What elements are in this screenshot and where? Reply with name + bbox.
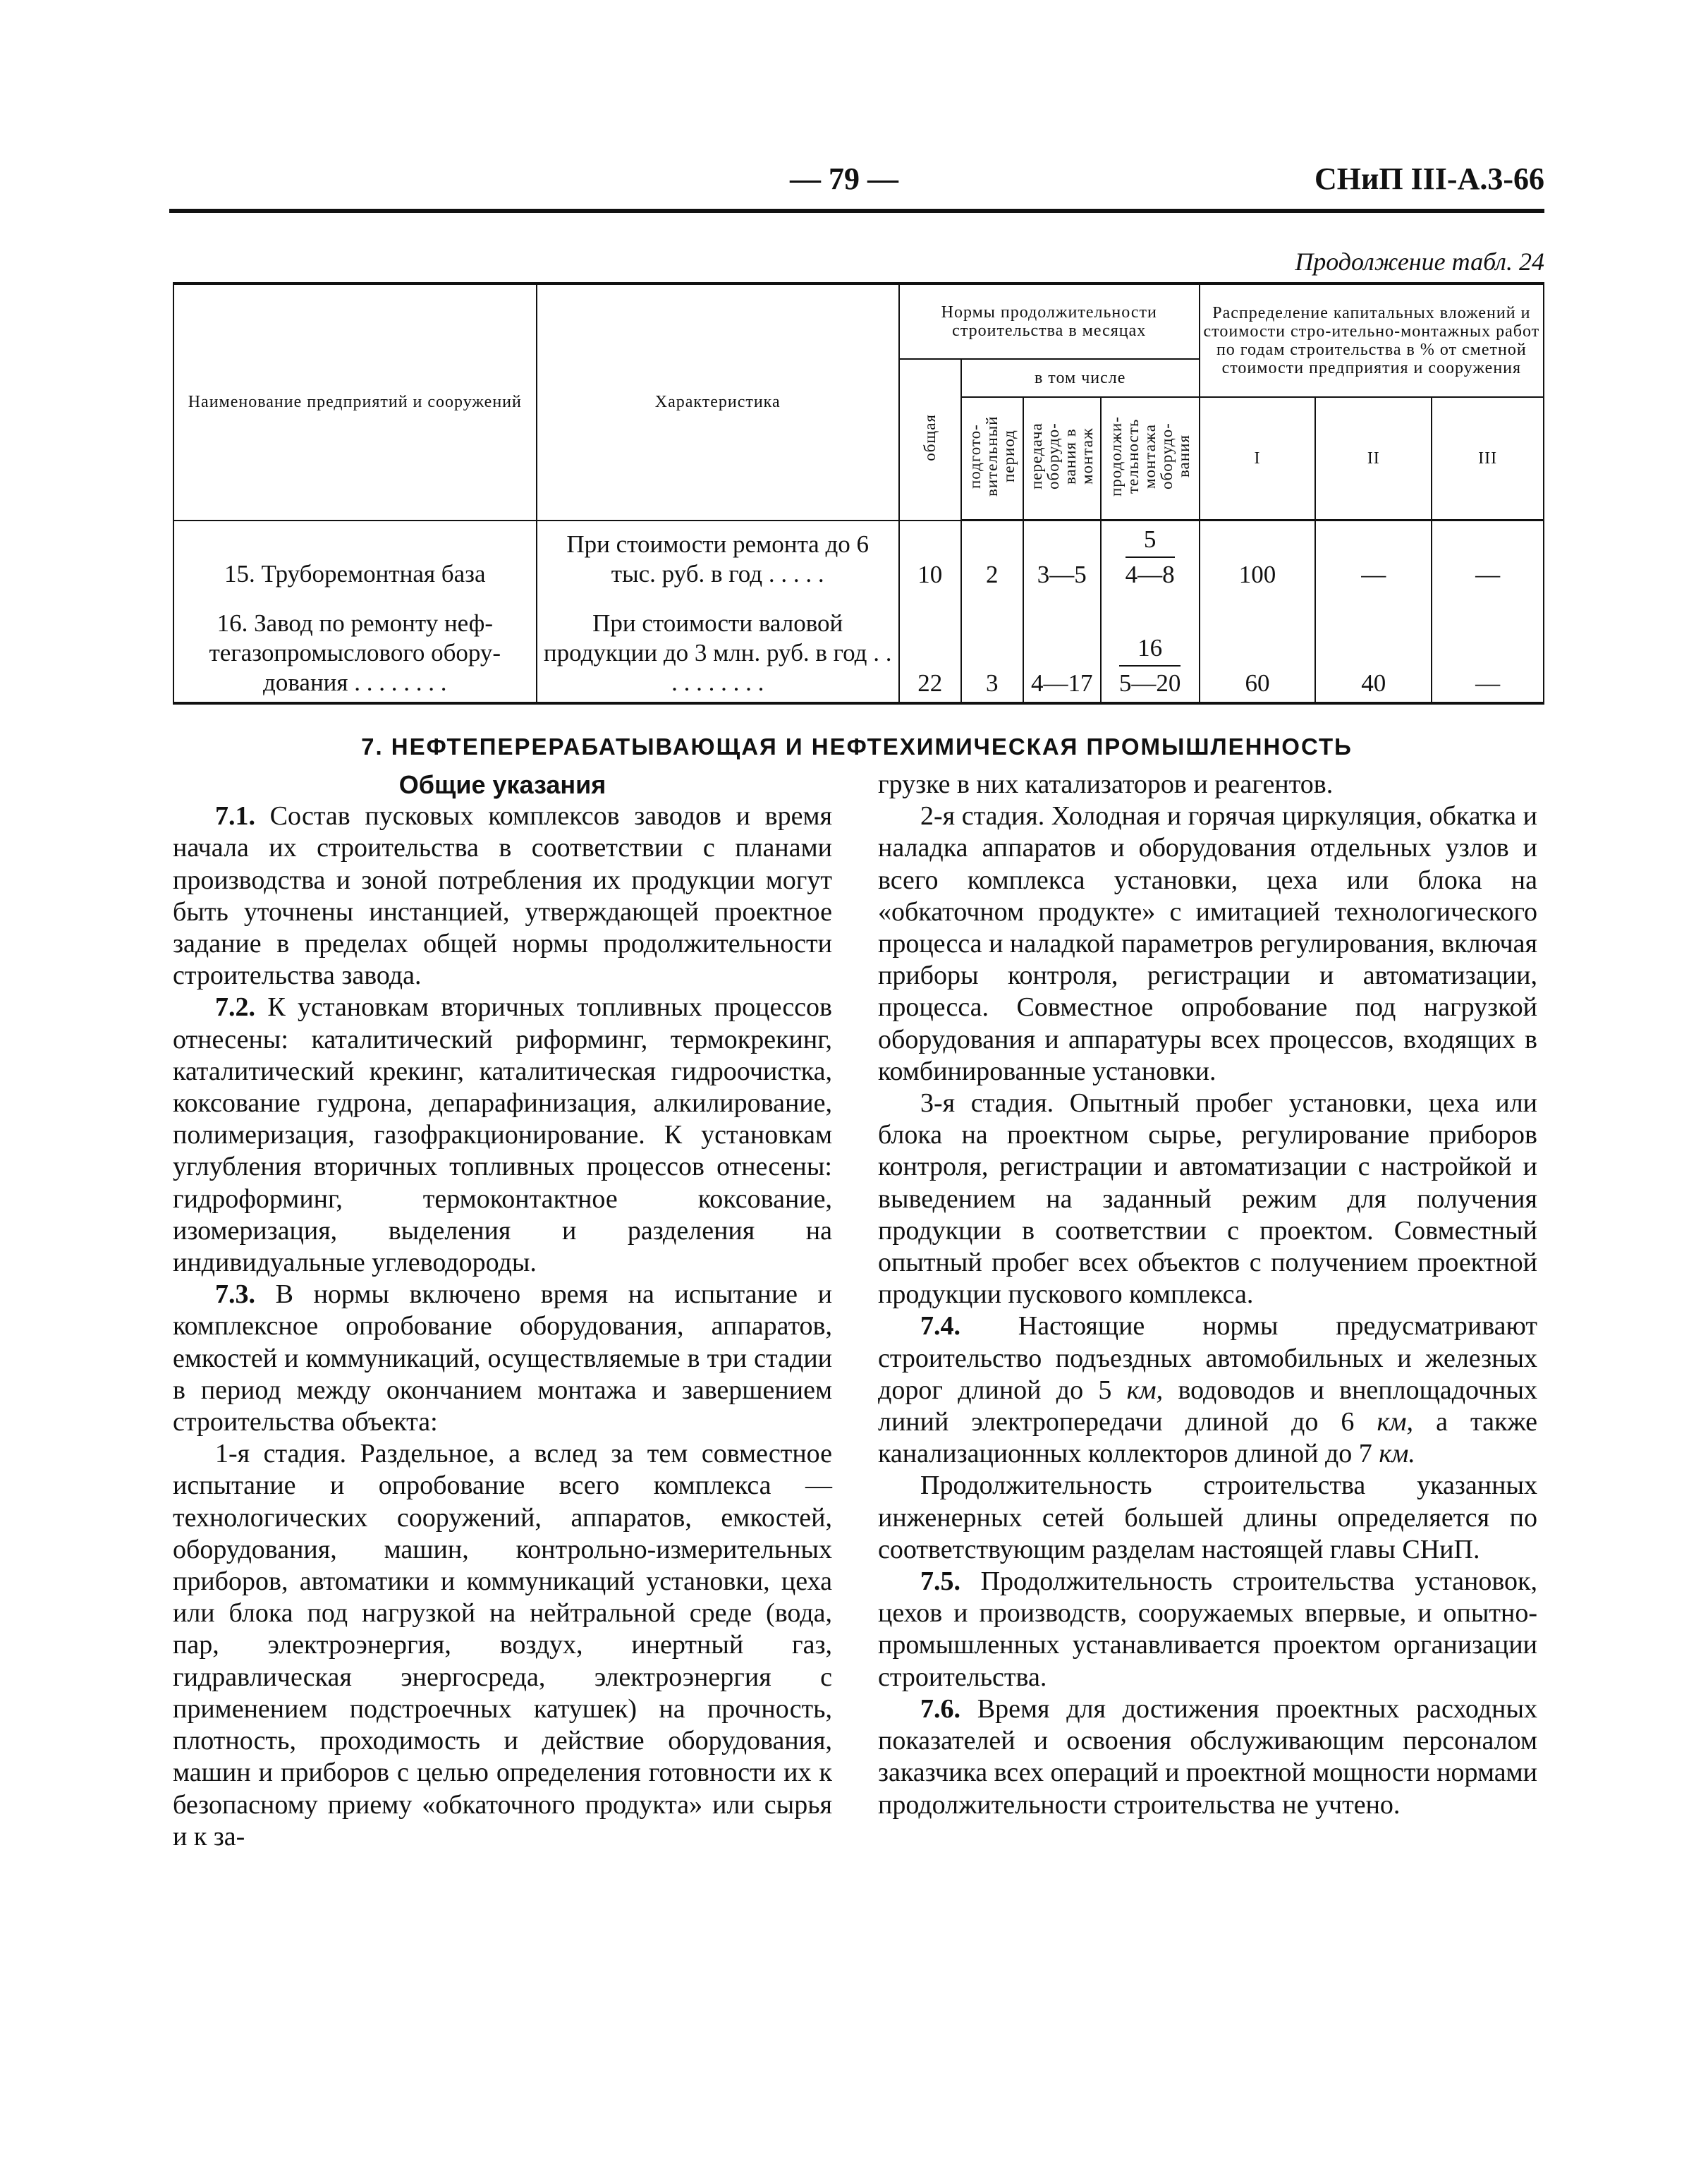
paragraph-stage-3: 3-я стадия. Опытный пробег установки, цеха или блока на проектном сырье, регулирование приборов контроля, регистрации и автоматизации с настройкой и выведением на заданный режим для получения продукции в соответствии с проектом. Совместный опытный пробег всех объектов с получением проектной продукции пускового комплекса. bbox=[878, 1088, 1537, 1310]
subheading: Общие указания bbox=[398, 770, 606, 799]
row-characteristic: При стоимости ремонта до 6 тыс. руб. в год . . . . . bbox=[537, 521, 899, 594]
paragraph-continuation: грузке в них катализаторов и реагентов. bbox=[878, 769, 1334, 799]
paragraph-7-3: 7.3. В нормы включено время на испытание и комплексное опробование оборудования, аппаратов, емкостей и коммуникаций, осуществляемые в три стадии в период между окончанием монтажа и завершением строительства объекта: bbox=[173, 1279, 832, 1437]
row-install: $\frac{16}{5—20}$ bbox=[1101, 593, 1200, 703]
right-column bbox=[878, 769, 1537, 1821]
col-header-total: общая bbox=[899, 359, 961, 521]
row-install: $\frac{5}{4—8}$ bbox=[1101, 521, 1200, 594]
table-row bbox=[173, 593, 1544, 703]
row-year-1: 60 bbox=[1200, 593, 1316, 703]
col-header-year-3: III bbox=[1432, 397, 1544, 521]
row-year-3: — bbox=[1432, 593, 1544, 703]
col-header-transfer: передача оборудо-вания в монтаж bbox=[1023, 397, 1101, 521]
row-prep: 3 bbox=[961, 593, 1023, 703]
paragraph-7-1: 7.1. Состав пусковых комплексов заводов и время начала их строительства в соответствии с планами производства и зоной потребления их продукции могут быть уточнены инстанцией, утверждающей проектное задание в пределах общей нормы продолжительности строительства завода. bbox=[173, 801, 832, 991]
col-header-name: Наименование предприятий и сооружений bbox=[173, 284, 537, 521]
row-year-3: — bbox=[1432, 521, 1544, 594]
page-number: — 79 — bbox=[790, 162, 898, 196]
paragraph-7-5: 7.5. Продолжительность строительства установок, цехов и производств, сооружаемых впервые, и опытно-промышленных устанавливается проектом организации строительства. bbox=[878, 1566, 1538, 1692]
col-header-year-1: I bbox=[1200, 397, 1316, 521]
document-code: СНиП III-А.3-66 bbox=[1314, 162, 1544, 196]
row-total: 22 bbox=[899, 593, 961, 703]
col-header-norms: Нормы продолжительности строительства в месяцах bbox=[899, 284, 1200, 359]
header-rule bbox=[169, 209, 1544, 213]
section-title: 7. НЕФТЕПЕРЕРАБАТЫВАЮЩАЯ И НЕФТЕХИМИЧЕСКАЯ ПРОМЫШЛЕННОСТЬ bbox=[361, 734, 1353, 760]
row-name: 15. Труборемонтная база bbox=[173, 521, 537, 594]
table-row bbox=[173, 521, 1544, 594]
paragraph-stage-1: 1-я стадия. Раздельное, а вслед за тем совместное испытание и опробование всего комплекса — технологических сооружений, аппаратов, емкостей, оборудования, машин, контрольно-измерительных приборов, автоматики и коммуникаций установки, цеха или блока под нагрузкой на нейтральной среде (вода, пар, электроэнергия, воздух, инертный газ, гидравлическая энергосреда, электроэнергия с применением подстроечных катушек) на прочность, плотность, проходимость и действие оборудования, машин и приборов с целью определения готовности их к безопасному приему «обкаточного продукта» или сырья и к за- bbox=[173, 1439, 832, 1851]
col-header-year-2: II bbox=[1315, 397, 1432, 521]
col-header-distribution: Распределение капитальных вложений и стоимости стро-ительно-монтажных работ по годам строительства в % от сметной стоимости предприятия и сооружения bbox=[1200, 284, 1544, 397]
row-name: 16. Завод по ремонту неф-тегазопромыслового обору-дования . . . . . . . . bbox=[173, 593, 537, 703]
table-continuation-note: Продолжение табл. 24 bbox=[1295, 248, 1544, 276]
col-header-characteristic: Характеристика bbox=[537, 284, 899, 521]
paragraph-7-2: 7.2. К установкам вторичных топливных процессов отнесены: каталитический риформинг, термокрекинг, каталитический крекинг, каталитическая гидроочистка, коксование гудрона, депарафинизация, алкилирование, полимеризация, газофракционирование. К установкам углубления вторичных топливных процессов отнесены: гидроформинг, термоконтактное коксование, изомеризация, выделения и разделения на индивидуальные углеводороды. bbox=[173, 992, 832, 1278]
construction-norms-table bbox=[173, 282, 1544, 705]
row-prep: 2 bbox=[961, 521, 1023, 594]
col-header-prep: подгото-вительный период bbox=[961, 397, 1023, 521]
col-header-install: продолжи-тельность монтажа оборудо-вания bbox=[1101, 397, 1200, 521]
row-characteristic: При стоимости валовой продукции до 3 млн. руб. в год . . . . . . . . . . bbox=[537, 593, 899, 703]
row-year-2: — bbox=[1315, 521, 1432, 594]
row-transfer: 4—17 bbox=[1023, 593, 1101, 703]
row-year-1: 100 bbox=[1200, 521, 1316, 594]
row-transfer: 3—5 bbox=[1023, 521, 1101, 594]
page-header bbox=[169, 161, 1544, 203]
left-column bbox=[173, 769, 832, 1853]
paragraph-stage-2: 2-я стадия. Холодная и горячая циркуляция, обкатка и наладка аппаратов и оборудования отдельных узлов и всего комплекса установки, цеха или блока на «обкаточном продукте» с имитацией технологического процесса и наладкой параметров регулирования, включая приборы контроля, регистрации и автоматизации, процесса. Совместное опробование под нагрузкой оборудования и аппаратуры всех процессов, входящих в комбинированные установки. bbox=[878, 801, 1537, 1086]
paragraph-7-4: 7.4. Настоящие нормы предусматривают строительство подъездных автомобильных и железных дорог длиной до 5 км, водоводов и внеплощадочных линий электропередачи длиной до 6 км, а также канализационных коллекторов длиной до 7 км. bbox=[878, 1311, 1538, 1469]
row-year-2: 40 bbox=[1315, 593, 1432, 703]
paragraph-7-4-networks: Продолжительность строительства указанных инженерных сетей большей длины определяется по соответствующим разделам настоящей главы СНиП. bbox=[878, 1471, 1537, 1564]
paragraph-7-6: 7.6. Время для достижения проектных расходных показателей и освоения обслуживающим персоналом заказчика всех операций и проектной мощности нормами продолжительности строительства не учтено. bbox=[878, 1693, 1538, 1820]
col-header-including: в том числе bbox=[961, 359, 1200, 397]
row-total: 10 bbox=[899, 521, 961, 594]
